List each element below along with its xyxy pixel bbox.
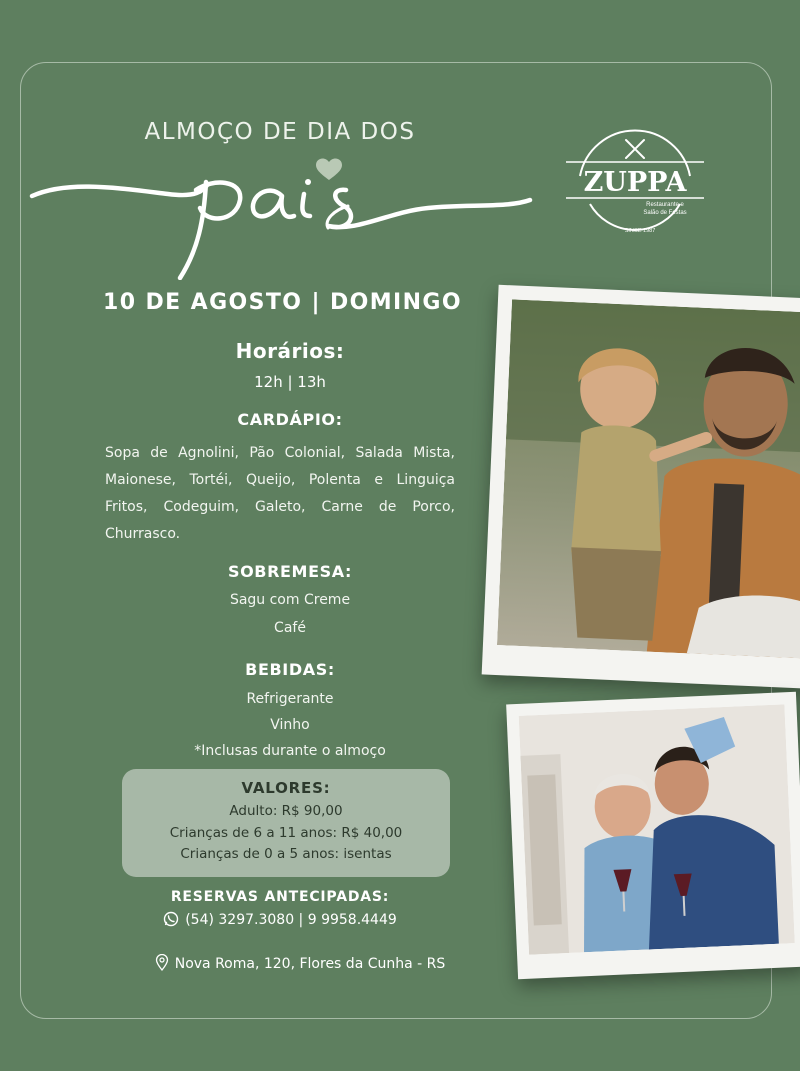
heart-icon: [316, 158, 342, 180]
price-adult: Adulto: R$ 90,00: [229, 803, 343, 819]
event-date: 10 DE AGOSTO | DOMINGO: [103, 290, 462, 315]
whatsapp-icon: [163, 911, 179, 931]
price-children-0-5: Crianças de 0 a 5 anos: isentas: [180, 846, 392, 862]
horarios-title: Horários:: [235, 339, 345, 363]
bebidas-item: Vinho: [270, 717, 310, 733]
menu-text: Sopa de Agnolini, Pão Colonial, Salada Mista, Maionese, Tortéi, Queijo, Polenta e Linguiça Fritos, Codeguim, Galeto, Carne de Porco, Churrasco.: [105, 445, 455, 542]
logo-name: ZUPPA: [583, 167, 687, 198]
reservations-title: RESERVAS ANTECIPADAS:: [170, 889, 390, 905]
bebidas-item: Refrigerante: [246, 691, 334, 707]
svg-text:Restaurante e: Restaurante e: [646, 202, 684, 208]
bebidas-note: *Inclusas durante o almoço: [194, 743, 386, 759]
prices-box: [122, 769, 450, 877]
sobremesa-item: Sagu com Creme: [229, 592, 351, 608]
address-text: Nova Roma, 120, Flores da Cunha - RS: [174, 956, 446, 972]
prices-title: VALORES:: [241, 779, 331, 797]
horarios-value: 12h | 13h: [254, 373, 326, 391]
fork-knife-icon: [626, 140, 644, 158]
price-children-6-11: Crianças de 6 a 11 anos: R$ 40,00: [169, 824, 403, 841]
bebidas-title: BEBIDAS:: [245, 660, 335, 679]
reservations-phone: [120, 911, 440, 931]
phone-number: (54) 3297.3080 | 9 9958.4449: [185, 912, 397, 928]
photo-father-child: [482, 285, 800, 689]
heading-line: ALMOÇO DE DIA DOS: [144, 119, 416, 145]
svg-text:Salão de Festas: Salão de Festas: [643, 210, 687, 216]
address: [120, 954, 480, 975]
svg-text:SINCE 1987: SINCE 1987: [624, 228, 656, 234]
photo-grandfather-son: [506, 692, 800, 979]
sobremesa-item: Café: [274, 620, 306, 636]
zuppa-logo: [560, 118, 710, 248]
location-pin-icon: [155, 954, 169, 975]
sobremesa-title: SOBREMESA:: [227, 562, 353, 581]
script-title-pais: [28, 150, 538, 280]
cardapio-title: CARDÁPIO:: [237, 410, 343, 429]
